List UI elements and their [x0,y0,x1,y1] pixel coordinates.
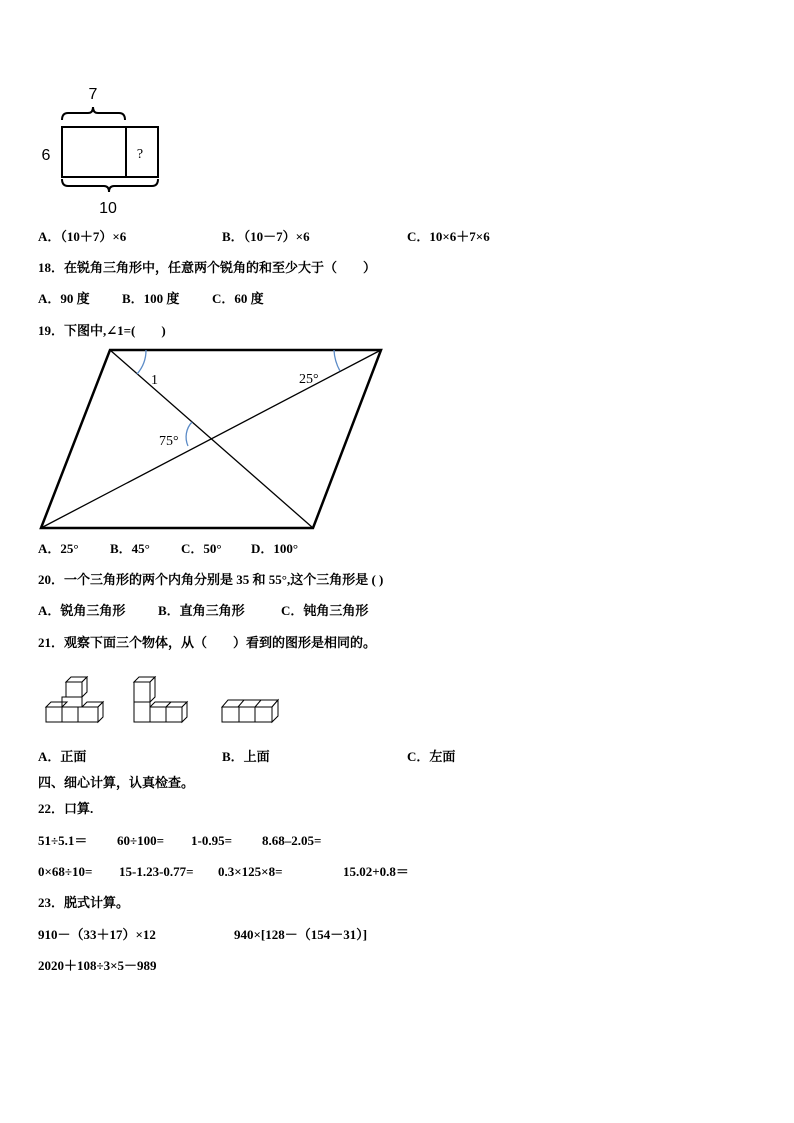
q20-stem: 20．一个三角形的两个内角分别是 35 和 55°,这个三角形是 ( ) [38,572,384,587]
unknown-mark: ? [136,147,144,162]
q22-item-7: 0.3×125×8= [218,864,283,879]
q18-option-a[interactable]: A．90 度 [38,291,90,306]
angle-75-arc [186,422,192,446]
q23-item-3: 2020＋108÷3×5－989 [38,958,157,973]
q22-item-4: 8.68–2.05= [262,833,322,848]
q17-option-b[interactable]: B．（10－7）×6 [222,229,310,244]
q21-option-a[interactable]: A．正面 [38,749,87,764]
q22-item-5: 0×68÷10= [38,864,93,879]
diagonal-2 [41,350,381,528]
angle-75-label: 75° [159,434,179,449]
q17-rectangle-figure [34,82,174,220]
object-3 [222,700,278,722]
q22-item-6: 15-1.23-0.77= [119,864,194,879]
q22-item-8: 15.02+0.8＝ [343,864,409,879]
q19-option-a[interactable]: A．25° [38,541,79,556]
q20-option-a[interactable]: A．锐角三角形 [38,603,126,618]
q18-option-b[interactable]: B．100 度 [122,291,180,306]
section-4-title: 四、细心计算，认真检查。 [38,775,195,790]
q17-option-a[interactable]: A．（10＋7）×6 [38,229,127,244]
object-1 [46,677,103,722]
q23-item-1: 910－（33＋17）×12 [38,927,156,942]
q21-option-b[interactable]: B．上面 [222,749,270,764]
q23-stem: 23．脱式计算。 [38,895,130,910]
angle-25-label: 25° [299,372,319,387]
q19-option-d[interactable]: D．100° [251,541,299,556]
angle-1-label: 1 [151,373,158,388]
top-brace [62,107,125,120]
side-length-label: 6 [41,147,51,164]
q20-option-b[interactable]: B．直角三角形 [158,603,245,618]
q18-option-c[interactable]: C．60 度 [212,291,264,306]
q18-stem: 18．在锐角三角形中，任意两个锐角的和至少大于（ ） [38,260,377,275]
bottom-length-label: 10 [99,200,117,217]
q21-stem: 21．观察下面三个物体，从（ ）看到的图形是相同的。 [38,635,377,650]
q19-option-b[interactable]: B．45° [110,541,150,556]
q19-option-c[interactable]: C．50° [181,541,222,556]
angle-25-arc [334,350,340,371]
q22-stem: 22．口算. [38,801,94,816]
q17-option-c[interactable]: C．10×6＋7×6 [407,229,490,244]
q22-item-2: 60÷100= [117,833,165,848]
bottom-brace [62,179,158,192]
angle-1-arc [137,350,146,374]
q22-item-1: 51÷5.1＝ [38,833,88,848]
left-rectangle [62,127,126,177]
top-length-label: 7 [88,86,98,103]
q21-cube-figures [42,676,292,726]
q19-parallelogram-figure [36,345,388,535]
q21-option-c[interactable]: C．左面 [407,749,456,764]
q19-stem: 19．下图中,∠1=( ) [38,323,166,338]
q23-item-2: 940×[128－（154－31）] [234,927,368,942]
q20-option-c[interactable]: C．钝角三角形 [281,603,369,618]
object-2 [134,677,187,722]
q22-item-3: 1-0.95= [191,833,232,848]
